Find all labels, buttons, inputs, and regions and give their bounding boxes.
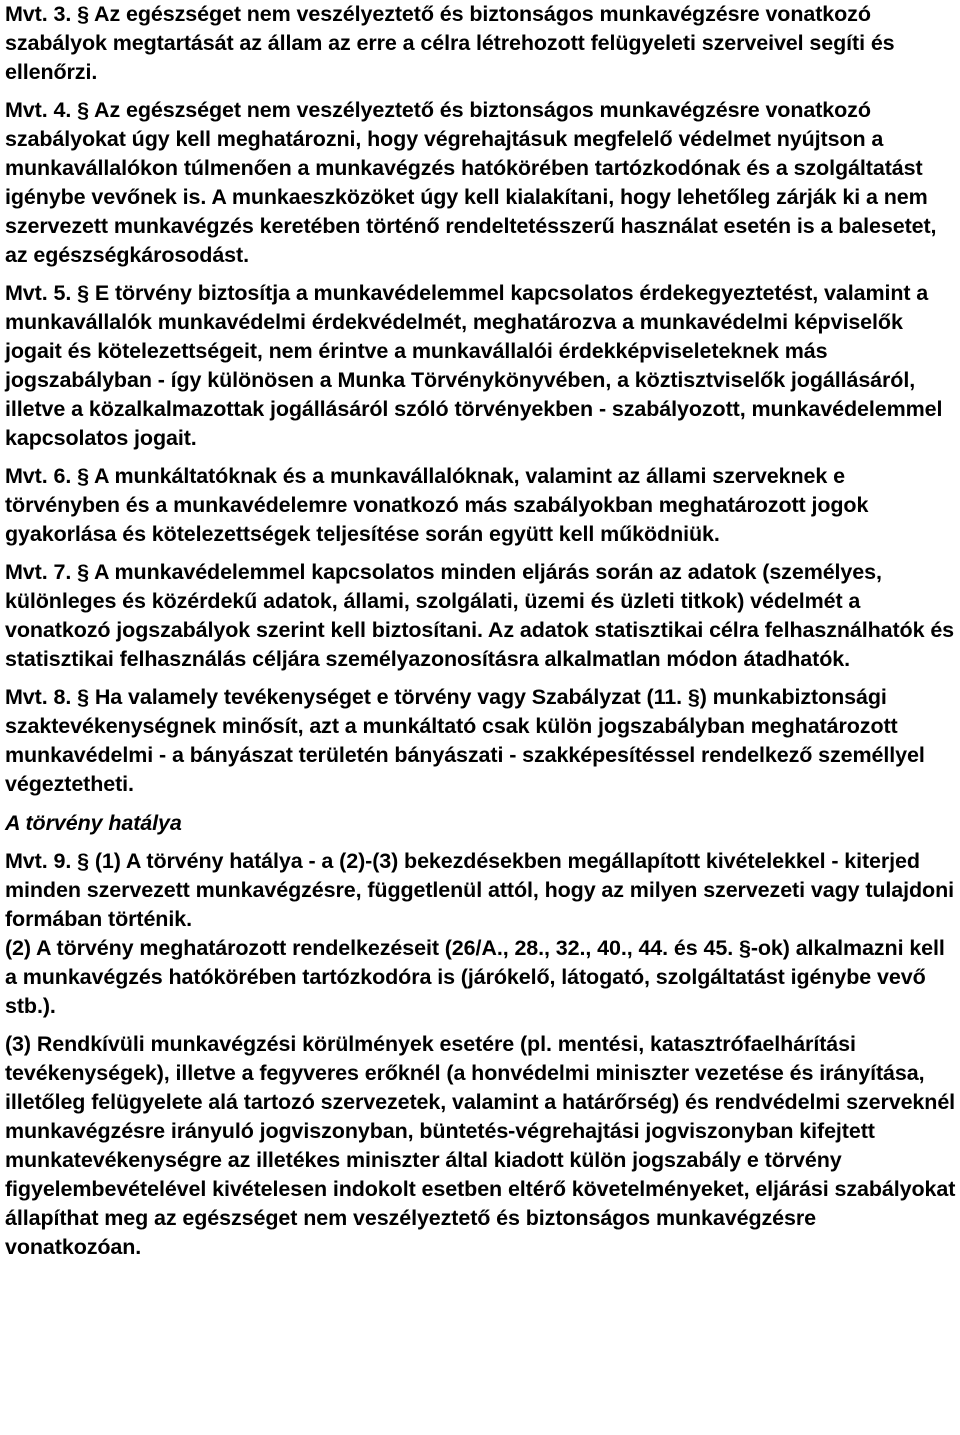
- section-mvt-6: [5, 462, 957, 549]
- section-label: Mvt. 9.: [5, 849, 72, 873]
- section-label: Mvt. 4.: [5, 98, 72, 122]
- section-sign: §: [77, 849, 89, 873]
- section-sign: §: [77, 685, 89, 709]
- section-sign: §: [77, 464, 89, 488]
- section-mvt-3: [5, 0, 957, 87]
- section-sign: §: [77, 2, 89, 26]
- section-sign: §: [77, 98, 89, 122]
- section-text: A munkáltatóknak és a munkavállalóknak, valamint az állami szerveknek e törvényben és a munkavédelemre vonatkozó más szabályokban meghatározott jogok gyakorlása és kötelezettségek teljesítése során együtt kell működniük.: [5, 464, 869, 546]
- section-label: Mvt. 7.: [5, 560, 72, 584]
- section-label: Mvt. 5.: [5, 281, 72, 305]
- section-mvt-7: [5, 558, 957, 674]
- section-label: Mvt. 6.: [5, 464, 72, 488]
- section-sign: §: [77, 281, 89, 305]
- section-mvt-5: [5, 279, 957, 453]
- section-mvt-9-p1: [5, 847, 957, 934]
- section-text: E törvény biztosítja a munkavédelemmel kapcsolatos érdekegyeztetést, valamint a munkavállalók munkavédelmi érdekvédelmét, meghatározva a munkavédelmi képviselők jogait és kötelezettségeit, nem érintve a munkavállalói érdekképviseleteknek más jogszabályban - így különösen a Munka Törvénykönyvében, a köztisztviselők jogállásáról, illetve a közalkalmazottak jogállásáról szóló törvényekben - szabályozott, munkavédelemmel kapcsolatos jogait.: [5, 281, 943, 450]
- section-text: A munkavédelemmel kapcsolatos minden eljárás során az adatok (személyes, különleges és közérdekű adatok, állami, szolgálati, üzemi és üzleti titkok) védelmét a vonatkozó jogszabályok szerint kell biztosítani. Az adatok statisztikai célra felhasználhatók és statisztikai felhasználás céljára személyazonosításra alkalmatlan módon átadhatók.: [5, 560, 955, 671]
- section-label: Mvt. 8.: [5, 685, 72, 709]
- section-mvt-9-p3: [5, 1030, 957, 1262]
- section-mvt-8: [5, 683, 957, 799]
- section-label: Mvt. 3.: [5, 2, 72, 26]
- section-sign: §: [77, 560, 89, 584]
- section-text: Ha valamely tevékenységet e törvény vagy Szabályzat (11. §) munkabiztonsági szaktevékenységnek minősít, azt a munkáltató csak külön jogszabályban meghatározott munkavédelmi - a bányászat területén bányászati - szakképesítéssel rendelkező személlyel végeztetheti.: [5, 685, 925, 796]
- chapter-heading: A törvény hatálya: [5, 811, 182, 835]
- section-text: (3) Rendkívüli munkavégzési körülmények esetére (pl. mentési, katasztrófaelhárítási tevékenységek), illetve a fegyveres erőknél (a honvédelmi miniszter vezetése és irányítása, illetőleg felügyelete alá tartozó szervezetek, valamint a határőrség) és rendvédelmi szerveknél munkavégzésre irányuló jogviszonyban, büntetés-végrehajtási jogviszonyban kifejtett munkatevékenységre az illetékes miniszter által kiadott külön jogszabály e törvény figyelembevételével kivételesen indokolt esetben eltérő követelményeket, eljárási szabályokat állapíthat meg az egészséget nem veszélyeztető és biztonságos munkavégzésre vonatkozóan.: [5, 1032, 956, 1259]
- section-text: Az egészséget nem veszélyeztető és biztonságos munkavégzésre vonatkozó szabályokat úgy kell meghatározni, hogy végrehajtásuk megfelelő védelmet nyújtson a munkavállalókon túlmenően a munkavégzés hatókörében tartózkodónak és a szolgáltatást igénybe vevőnek is. A munkaeszközöket úgy kell kialakítani, hogy lehetőleg zárják ki a nem szervezett munkavégzés keretében történő rendeltetésszerű használat esetén is a balesetet, az egészségkárosodást.: [5, 98, 937, 267]
- section-text: (1) A törvény hatálya - a (2)-(3) bekezdésekben megállapított kivételekkel - kiterjed minden szervezett munkavégzésre, függetlenül attól, hogy az milyen szervezeti vagy tulajdoni formában történik.: [5, 849, 954, 931]
- section-mvt-4: [5, 96, 957, 270]
- section-text: (2) A törvény meghatározott rendelkezéseit (26/A., 28., 32., 40., 44. és 45. §-ok) alkalmazni kell a munkavégzés hatókörében tartózkodóra is (járókelő, látogató, szolgáltatást igénybe vevő stb.).: [5, 936, 945, 1018]
- section-text: Az egészséget nem veszélyeztető és biztonságos munkavégzésre vonatkozó szabályok megtartását az állam az erre a célra létrehozott felügyeleti szerveivel segíti és ellenőrzi.: [5, 2, 895, 84]
- section-mvt-9-p2: [5, 934, 957, 1021]
- document-page: [5, 0, 957, 1262]
